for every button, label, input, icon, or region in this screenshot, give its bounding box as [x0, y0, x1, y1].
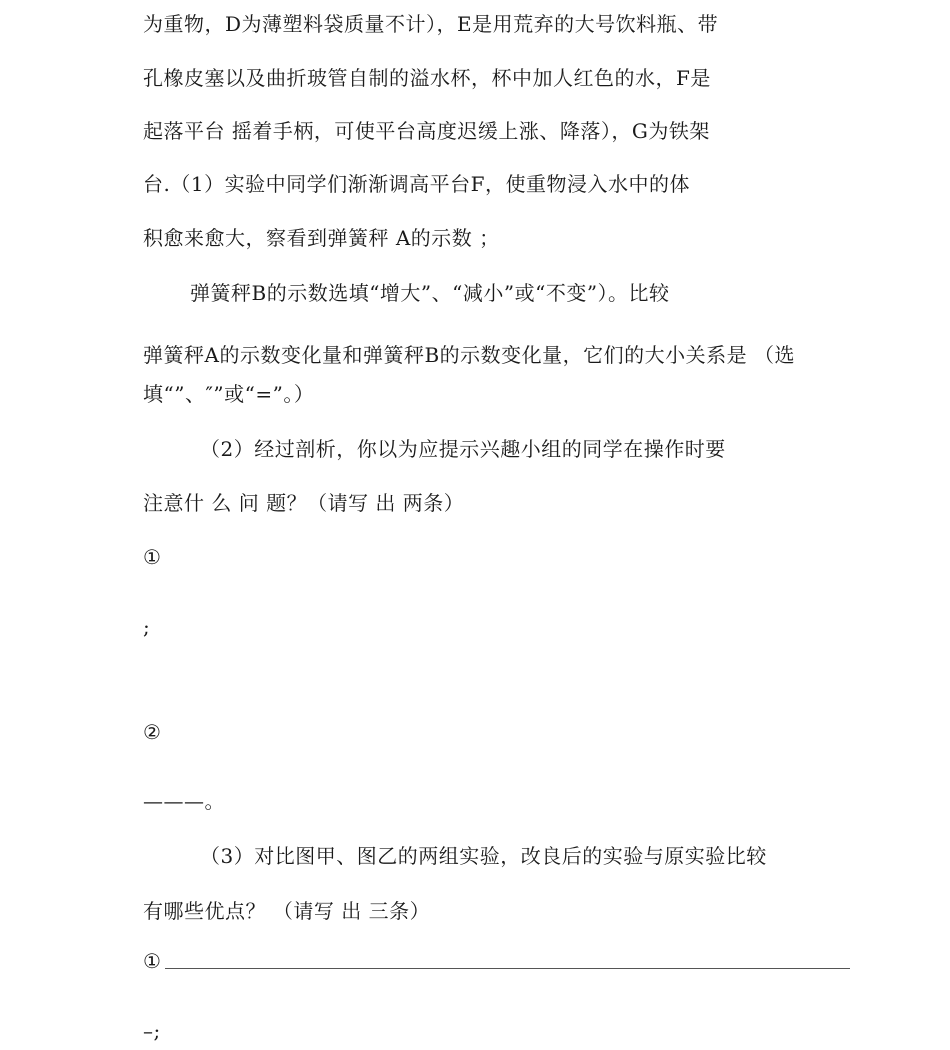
text-line-7: 弹簧秤A的示数变化量和弹簧秤B的示数变化量，它们的大小关系是 （选: [143, 343, 795, 367]
text-line-8: 填“”、″”或“=”。）: [143, 382, 315, 406]
text-line-3: 起落平台 摇着手柄，可使平台高度迟缓上涨、降落），G为铁架: [143, 119, 710, 143]
text-line-6: 弹簧秤B的示数选填“增大”、“减小”或“不变”）。比较: [190, 281, 670, 305]
answer-end-1: ;: [143, 615, 151, 639]
question-3-line-2: 有哪些优点？ （请写 出 三条）: [143, 899, 431, 923]
answer-marker-1: ①: [143, 545, 162, 569]
question-3-line-1: （3）对比图甲、图乙的两组实验，改良后的实验与原实验比较: [200, 844, 767, 868]
text-line-5: 积愈来愈大，察看到弹簧秤 A的示数 ；: [143, 226, 500, 250]
question-2-line-2: 注意什 么 问 题？（请写 出 两条）: [143, 491, 465, 515]
question-2-line-1: （2）经过剖析，你以为应提示兴趣小组的同学在操作时要: [200, 437, 726, 461]
answer-end-2: ———。: [143, 789, 225, 813]
answer-marker-2: ②: [143, 720, 162, 744]
text-line-2: 孔橡皮塞以及曲折玻管自制的溢水杯，杯中加人红色的水，F是: [143, 66, 711, 90]
text-line-1: 为重物，D为薄塑料袋质量不计），E是用荒弃的大号饮料瓶、带: [143, 12, 719, 36]
answer-end-3: –;: [143, 1019, 161, 1043]
answer-marker-3: ①: [143, 949, 162, 973]
answer-blank-line: [165, 968, 850, 969]
text-line-4: 台.（1）实验中同学们渐渐调高平台F，使重物浸入水中的体: [143, 172, 690, 196]
